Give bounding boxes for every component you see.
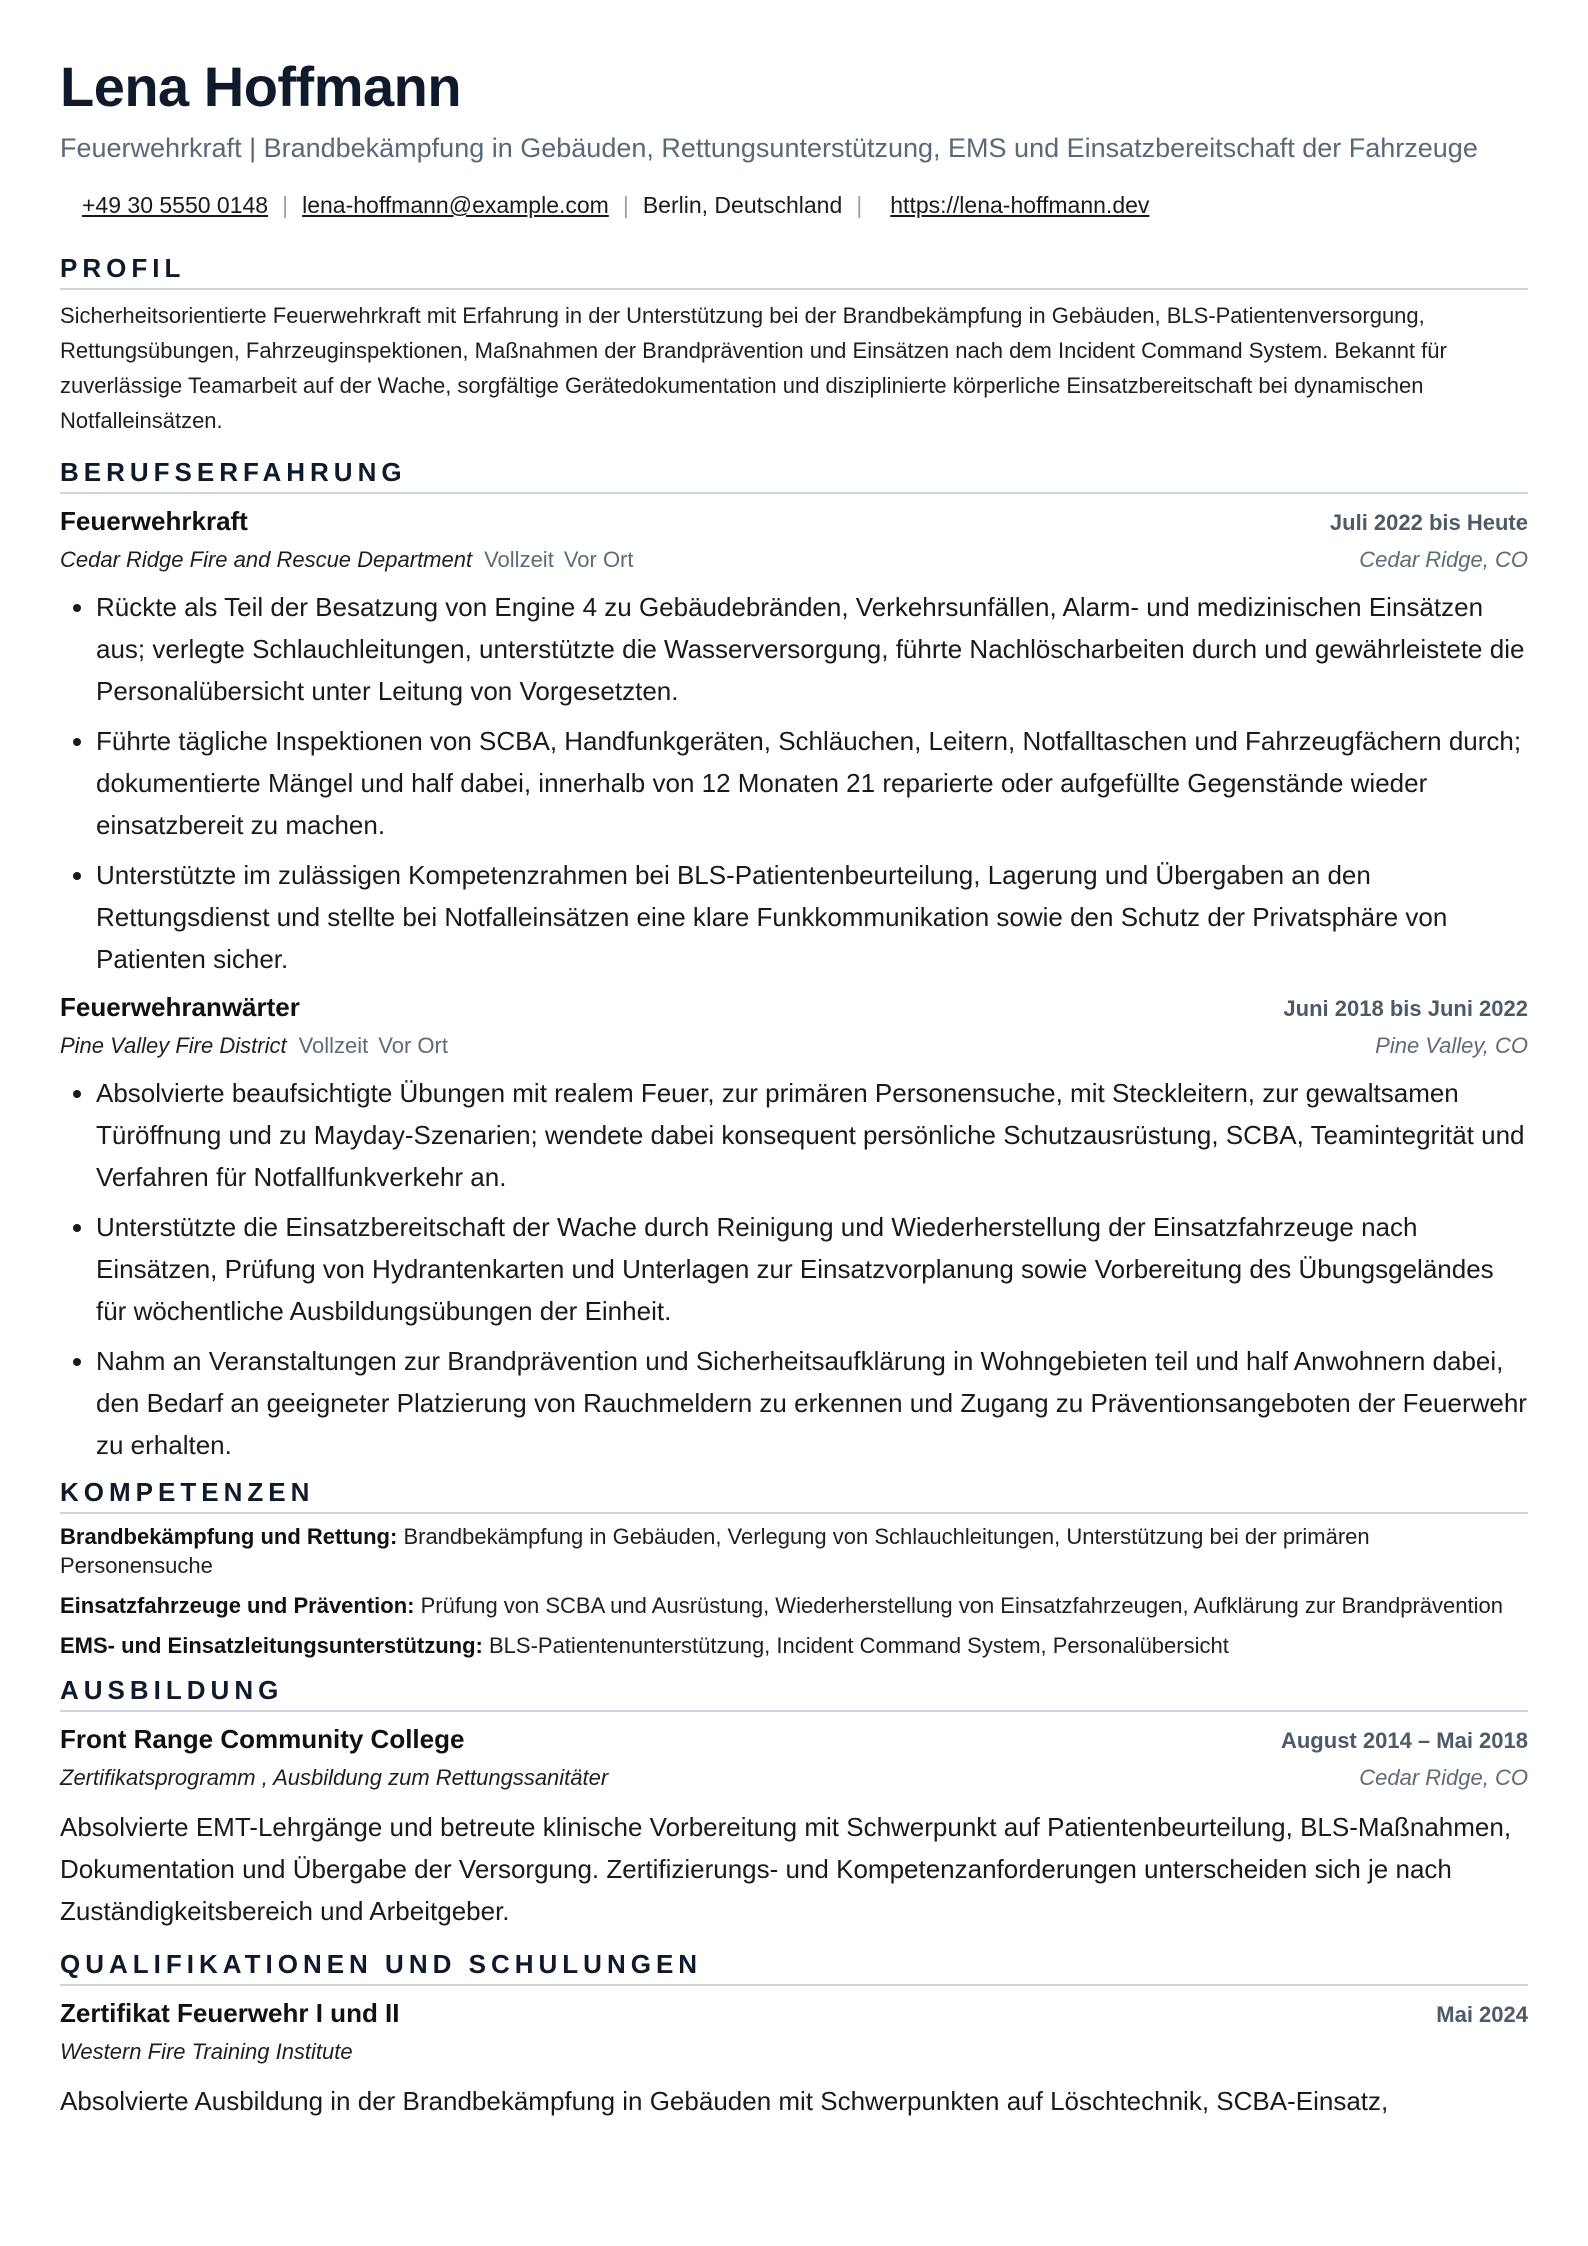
job-bullet: • Absolvierte beaufsichtigte Übungen mit realem Feuer, zur primären Personensuche, mit Steckleitern, zur gewaltsamen Türöffnung und zu Mayday-Szenarien; wendete dabei konsequent persönliche Schutzausrüstung, SCBA, Teamintegrität und Verfahren für Notfallfunkverkehr an. [96, 1072, 1528, 1198]
skill-group-label: Brandbekämpfung und Rettung: [60, 1524, 398, 1549]
email-link[interactable]: lena-hoffmann@example.com [302, 192, 609, 218]
employment-type: Vollzeit [298, 1033, 369, 1058]
employment-type: Vollzeit [484, 547, 554, 572]
section-title-skills: KOMPETENZEN [60, 1474, 1528, 1514]
qualifications-section [60, 1946, 1528, 2122]
qualification-name: Zertifikat Feuerwehr I und II [60, 1998, 400, 2028]
job-location: Cedar Ridge, CO [1359, 547, 1528, 572]
profile-section [60, 250, 1528, 438]
job-bullet: • Nahm an Veranstaltungen zur Brandprävention und Sicherheitsaufklärung in Wohngebieten teil und half Anwohnern dabei, den Bedarf an geeigneter Platzierung von Rauchmeldern zu erkennen und Zugang zu Präventionsangeboten der Feuerwehr zu erhalten. [96, 1340, 1528, 1466]
candidate-name: Lena Hoffmann [60, 55, 462, 118]
job-entry [60, 502, 1528, 980]
skill-group [60, 1591, 1528, 1620]
job-dates: Juni 2018 bis Juni 2022 [1283, 996, 1528, 1021]
section-title-experience: BERUFSERFAHRUNG [60, 454, 1528, 494]
section-title-education: AUSBILDUNG [60, 1672, 1528, 1712]
job-dates: Juli 2022 bis Heute [1329, 510, 1528, 535]
employer-name: Cedar Ridge Fire and Rescue Department [60, 547, 473, 572]
work-mode: Vor Ort [378, 1033, 448, 1058]
contact-separator: | [282, 192, 289, 218]
job-employer [60, 1028, 448, 1064]
school-name: Front Range Community College [60, 1724, 465, 1754]
website-link[interactable]: https://lena-hoffmann.dev [890, 192, 1150, 218]
qualification-entry [60, 1994, 1528, 2122]
education-program: Zertifikatsprogramm , Ausbildung zum Rettungssanitäter [60, 1765, 609, 1790]
job-location: Pine Valley, CO [1375, 1033, 1528, 1058]
skill-group [60, 1631, 1528, 1660]
profile-summary: Sicherheitsorientierte Feuerwehrkraft mit Erfahrung in der Unterstützung bei der Brandbekämpfung in Gebäuden, BLS-Patientenversorgung, Rettungsübungen, Fahrzeuginspektionen, Maßnahmen der Brandprävention und Einsätzen nach dem Incident Command System. Bekannt für zuverlässige Teamarbeit auf der Wache, sorgfältige Gerätedokumentation und disziplinierte körperliche Einsatzbereitschaft bei dynamischen Notfalleinsätzen. [60, 303, 1447, 433]
job-entry [60, 988, 1528, 1466]
skill-group-items: Prüfung von SCBA und Ausrüstung, Wiederherstellung von Einsatzfahrzeugen, Aufklärung zur Brandprävention [420, 1593, 1503, 1618]
section-title-qualifications: QUALIFIKATIONEN UND SCHULUNGEN [60, 1946, 1528, 1986]
employer-name: Pine Valley Fire District [60, 1033, 287, 1058]
work-mode: Vor Ort [563, 547, 634, 572]
qualification-date: Mai 2024 [1436, 2002, 1528, 2027]
qualification-issuer: Western Fire Training Institute [60, 2039, 353, 2064]
education-entry [60, 1720, 1528, 1932]
job-bullets [60, 586, 1528, 980]
job-title: Feuerwehrkraft [60, 506, 248, 536]
candidate-headline: Feuerwehrkraft | Brandbekämpfung in Gebäuden, Rettungsunterstützung, EMS und Einsatzbereitschaft der Fahrzeuge [60, 133, 1478, 163]
skill-group-items: Brandbekämpfung in Gebäuden, Verlegung von Schlauchleitungen, Unterstützung bei der primären Personensuche [60, 1524, 1370, 1578]
skill-group [60, 1522, 1528, 1580]
skill-group-label: EMS- und Einsatzleitungsunterstützung: [60, 1633, 483, 1658]
education-dates: August 2014 – Mai 2018 [1280, 1728, 1528, 1753]
section-title-profile: PROFIL [60, 250, 1528, 290]
phone-link[interactable]: +49 30 5550 0148 [82, 192, 269, 218]
job-bullet: • Führte tägliche Inspektionen von SCBA, Handfunkgeräten, Schläuchen, Leitern, Notfalltaschen und Fahrzeugfächern durch; dokumentierte Mängel und half dabei, innerhalb von 12 Monaten 21 reparierte oder aufgefüllte Gegenstände wieder einsatzbereit zu machen. [96, 720, 1528, 846]
job-employer [60, 542, 634, 578]
skills-section [60, 1474, 1528, 1660]
contact-separator: | [856, 192, 863, 218]
job-bullets [60, 1072, 1528, 1466]
education-section [60, 1672, 1528, 1932]
education-description: Absolvierte EMT-Lehrgänge und betreute klinische Vorbereitung mit Schwerpunkt auf Patientenbeurteilung, BLS-Maßnahmen, Dokumentation und Übergabe der Versorgung. Zertifizierungs- und Kompetenzanforderungen unterscheiden sich je nach Zuständigkeitsbereich und Arbeitgeber. [60, 1812, 1512, 1926]
skill-group-items: BLS-Patientenunterstützung, Incident Command System, Personalübersicht [489, 1633, 1229, 1658]
job-title: Feuerwehranwärter [60, 992, 300, 1022]
qualification-description: Absolvierte Ausbildung in der Brandbekämpfung in Gebäuden mit Schwerpunkten auf Löschtechnik, SCBA-Einsatz, [60, 2086, 1389, 2116]
skill-group-label: Einsatzfahrzeuge und Prävention: [60, 1593, 415, 1618]
job-bullet: • Unterstützte im zulässigen Kompetenzrahmen bei BLS-Patientenbeurteilung, Lagerung und Übergaben an den Rettungsdienst und stellte bei Notfalleinsätzen eine klare Funkkommunikation sowie den Schutz der Privatsphäre von Patienten sicher. [96, 854, 1528, 980]
education-location: Cedar Ridge, CO [1359, 1765, 1528, 1790]
location-text: Berlin, Deutschland [642, 192, 843, 218]
contact-separator: | [622, 192, 629, 218]
contact-bar [60, 190, 1528, 220]
experience-section [60, 454, 1528, 1466]
job-bullet: • Rückte als Teil der Besatzung von Engine 4 zu Gebäudebränden, Verkehrsunfällen, Alarm- und medizinischen Einsätzen aus; verlegte Schlauchleitungen, unterstützte die Wasserversorgung, führte Nachlöscharbeiten durch und gewährleistete die Personalübersicht unter Leitung von Vorgesetzten. [96, 586, 1528, 712]
job-bullet: • Unterstützte die Einsatzbereitschaft der Wache durch Reinigung und Wiederherstellung der Einsatzfahrzeuge nach Einsätzen, Prüfung von Hydrantenkarten und Unterlagen zur Einsatzvorplanung sowie Vorbereitung des Übungsgeländes für wöchentliche Ausbildungsübungen der Einheit. [96, 1206, 1528, 1332]
